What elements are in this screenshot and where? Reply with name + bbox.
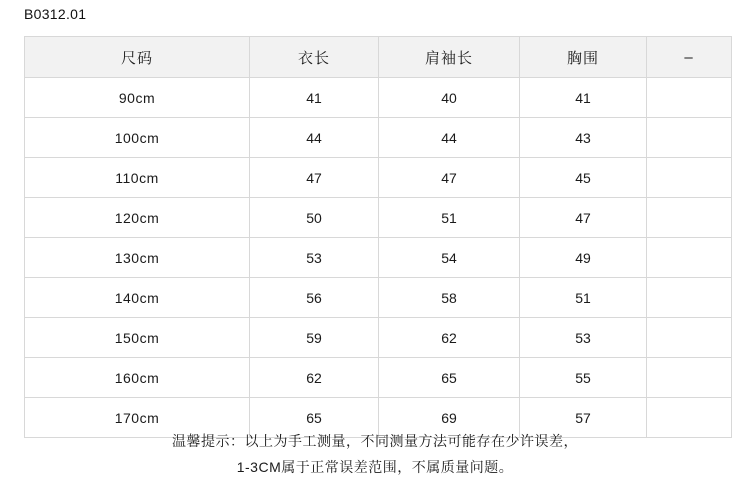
document-code: B0312.01 bbox=[24, 6, 87, 22]
header-cell-bust: 胸围 bbox=[520, 37, 647, 78]
cell-shoulder-sleeve: 62 bbox=[379, 318, 520, 358]
cell-length: 53 bbox=[250, 238, 379, 278]
cell-bust: 45 bbox=[520, 158, 647, 198]
cell-length: 41 bbox=[250, 78, 379, 118]
cell-shoulder-sleeve: 44 bbox=[379, 118, 520, 158]
cell-bust: 43 bbox=[520, 118, 647, 158]
cell-bust: 47 bbox=[520, 198, 647, 238]
note-line-1: 温馨提示：以上为手工测量，不同测量方法可能存在少许误差， bbox=[172, 433, 578, 449]
cell-length: 44 bbox=[250, 118, 379, 158]
table-row bbox=[25, 318, 732, 358]
cell-extra bbox=[647, 238, 732, 278]
size-table-container bbox=[24, 36, 726, 438]
cell-size: 100cm bbox=[25, 118, 250, 158]
cell-length: 47 bbox=[250, 158, 379, 198]
cell-length: 62 bbox=[250, 358, 379, 398]
cell-bust: 41 bbox=[520, 78, 647, 118]
cell-extra bbox=[647, 118, 732, 158]
table-row bbox=[25, 278, 732, 318]
cell-shoulder-sleeve: 65 bbox=[379, 358, 520, 398]
table-row bbox=[25, 198, 732, 238]
cell-length: 50 bbox=[250, 198, 379, 238]
table-row bbox=[25, 358, 732, 398]
cell-shoulder-sleeve: 58 bbox=[379, 278, 520, 318]
table-row bbox=[25, 238, 732, 278]
size-table-header bbox=[25, 37, 732, 78]
cell-extra bbox=[647, 78, 732, 118]
measurement-note bbox=[0, 428, 750, 480]
cell-bust: 53 bbox=[520, 318, 647, 358]
note-line-2: 1-3CM属于正常误差范围，不属质量问题。 bbox=[236, 459, 514, 475]
cell-size: 170cm bbox=[25, 398, 250, 438]
cell-size: 160cm bbox=[25, 358, 250, 398]
cell-length: 59 bbox=[250, 318, 379, 358]
cell-shoulder-sleeve: 47 bbox=[379, 158, 520, 198]
size-table bbox=[24, 36, 732, 438]
header-cell-size: 尺码 bbox=[25, 37, 250, 78]
table-header-row bbox=[25, 37, 732, 78]
cell-length: 65 bbox=[250, 398, 379, 438]
cell-extra bbox=[647, 198, 732, 238]
cell-bust: 57 bbox=[520, 398, 647, 438]
cell-extra bbox=[647, 278, 732, 318]
cell-extra bbox=[647, 358, 732, 398]
cell-shoulder-sleeve: 69 bbox=[379, 398, 520, 438]
cell-size: 140cm bbox=[25, 278, 250, 318]
cell-shoulder-sleeve: 54 bbox=[379, 238, 520, 278]
cell-length: 56 bbox=[250, 278, 379, 318]
cell-bust: 51 bbox=[520, 278, 647, 318]
table-row bbox=[25, 158, 732, 198]
size-table-body bbox=[25, 78, 732, 438]
cell-size: 120cm bbox=[25, 198, 250, 238]
cell-extra bbox=[647, 318, 732, 358]
header-cell-length: 衣长 bbox=[250, 37, 379, 78]
cell-size: 110cm bbox=[25, 158, 250, 198]
cell-shoulder-sleeve: 40 bbox=[379, 78, 520, 118]
header-cell-extra: – bbox=[647, 37, 732, 78]
cell-bust: 49 bbox=[520, 238, 647, 278]
cell-bust: 55 bbox=[520, 358, 647, 398]
header-cell-shoulder-sleeve: 肩袖长 bbox=[379, 37, 520, 78]
table-row bbox=[25, 78, 732, 118]
cell-size: 90cm bbox=[25, 78, 250, 118]
cell-extra bbox=[647, 158, 732, 198]
table-row bbox=[25, 118, 732, 158]
cell-size: 130cm bbox=[25, 238, 250, 278]
cell-size: 150cm bbox=[25, 318, 250, 358]
cell-shoulder-sleeve: 51 bbox=[379, 198, 520, 238]
